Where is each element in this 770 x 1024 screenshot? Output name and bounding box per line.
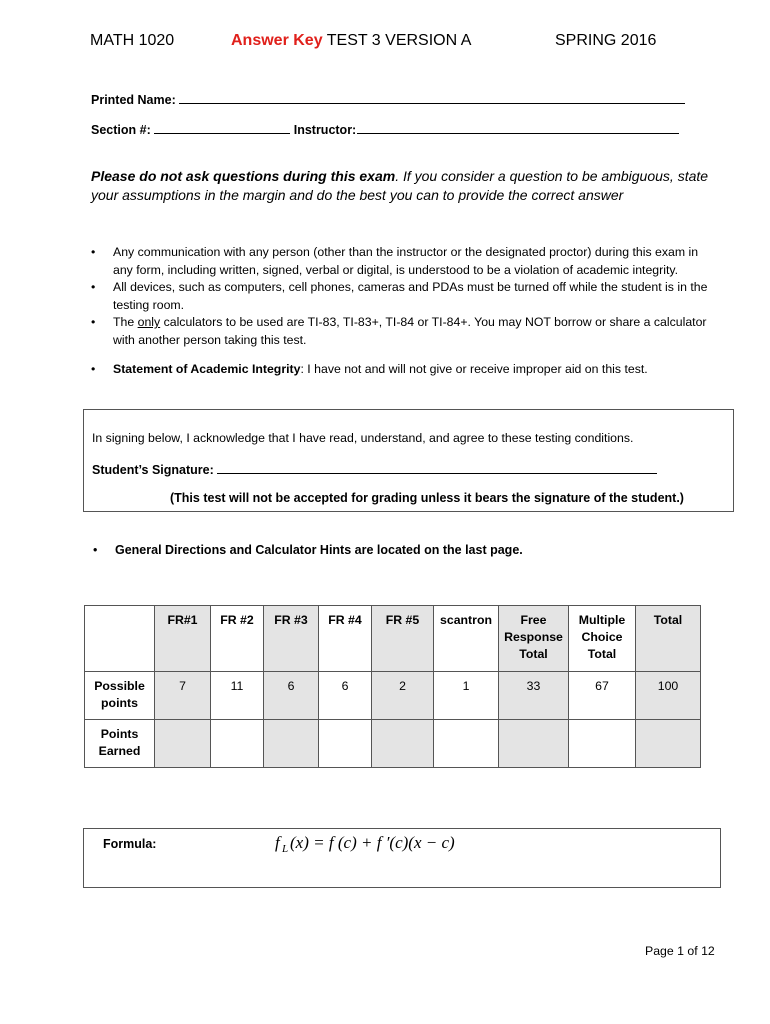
earned-fr1-cell[interactable]	[155, 720, 211, 768]
header-multiple-choice-total: Multiple Choice Total	[569, 606, 636, 672]
printed-name-label: Printed Name:	[91, 93, 176, 107]
rule-calculator-pre: The	[113, 315, 138, 329]
list-item	[88, 314, 708, 349]
section-row	[91, 121, 679, 137]
score-table	[84, 605, 701, 768]
formula-box	[83, 828, 721, 888]
rule-calculator-post: calculators to be used are TI-83, TI-83+, TI-84 or TI-84+. You may NOT borrow or share a calculator with another person taking this test.	[113, 315, 707, 347]
rule-communication: Any communication with any person (other than the instructor or the designated proctor) during this exam in any form, including written, signed, verbal or digital, is understood to be a violation of academic integrity.	[113, 245, 699, 277]
possible-total: 100	[636, 672, 701, 720]
possible-fr1: 7	[155, 672, 211, 720]
signature-label: Student’s Signature:	[92, 463, 214, 477]
instructions-bold: Please do not ask questions during this exam	[91, 168, 396, 184]
formula-label: Formula:	[103, 837, 157, 851]
header-fr3: FR #3	[264, 606, 319, 672]
earned-fr3-cell[interactable]	[264, 720, 319, 768]
list-item	[88, 244, 708, 279]
rules-list	[88, 244, 708, 379]
bullet-icon: •	[91, 280, 96, 294]
course-code: MATH 1020	[90, 32, 175, 49]
bullet-icon: •	[91, 245, 96, 259]
list-item	[88, 279, 708, 314]
header-free-response-total: Free Response Total	[499, 606, 569, 672]
points-earned-label: Points Earned	[85, 720, 155, 768]
list-item	[88, 361, 708, 379]
integrity-text: : I have not and will not give or receive improper aid on this test.	[300, 362, 648, 376]
earned-fr2-cell[interactable]	[211, 720, 264, 768]
formula-expression	[275, 832, 475, 861]
section-line[interactable]	[154, 121, 290, 134]
rule-calculator-only: only	[137, 315, 161, 329]
header-total: Total	[636, 606, 701, 672]
svg-text:(x) = f (c) + f ′(c)(x − c): (x) = f (c) + f ′(c)(x − c)	[290, 833, 455, 852]
possible-points-label: Possible points	[85, 672, 155, 720]
formula-graphic	[275, 832, 475, 856]
rule-devices: All devices, such as computers, cell phones, cameras and PDAs must be turned off while the student is in the testing room.	[113, 280, 708, 312]
printed-name-row	[91, 91, 685, 107]
possible-free-response-total: 33	[499, 672, 569, 720]
bullet-icon: •	[91, 362, 96, 376]
instructor-label: Instructor:	[293, 123, 357, 137]
signature-row	[92, 461, 657, 477]
section-label: Section #:	[91, 123, 151, 137]
svg-text:f: f	[275, 833, 280, 852]
svg-text:L: L	[282, 843, 289, 855]
page-number: Page 1 of 12	[645, 944, 715, 958]
earned-free-response-total-cell[interactable]	[499, 720, 569, 768]
test-version: TEST 3 VERSION A	[322, 32, 472, 49]
test-title	[231, 32, 471, 50]
table-row	[85, 606, 701, 672]
earned-scantron-cell[interactable]	[434, 720, 499, 768]
possible-fr3: 6	[264, 672, 319, 720]
header-fr2: FR #2	[211, 606, 264, 672]
table-corner-cell	[85, 606, 155, 672]
signature-note: (This test will not be accepted for grading unless it bears the signature of the student.)	[170, 491, 684, 505]
possible-fr2: 11	[211, 672, 264, 720]
signature-line[interactable]	[217, 461, 657, 474]
possible-multiple-choice-total: 67	[569, 672, 636, 720]
instructions	[91, 167, 721, 205]
table-row	[85, 720, 701, 768]
possible-fr5: 2	[372, 672, 434, 720]
possible-fr4: 6	[319, 672, 372, 720]
earned-fr4-cell[interactable]	[319, 720, 372, 768]
signature-box	[83, 409, 734, 512]
table-row	[85, 672, 701, 720]
integrity-title: Statement of Academic Integrity	[113, 362, 301, 376]
instructions-rest: . If you consider a question to be ambiguous, state your assumptions in the margin and do the best you can to provide the correct answer	[91, 168, 709, 203]
printed-name-line[interactable]	[179, 91, 685, 104]
instructor-line[interactable]	[357, 121, 679, 134]
earned-multiple-choice-total-cell[interactable]	[569, 720, 636, 768]
possible-scantron: 1	[434, 672, 499, 720]
header-fr1: FR#1	[155, 606, 211, 672]
earned-fr5-cell[interactable]	[372, 720, 434, 768]
general-directions: General Directions and Calculator Hints are located on the last page.	[115, 543, 523, 557]
header-fr5: FR #5	[372, 606, 434, 672]
term: SPRING 2016	[555, 32, 657, 49]
header-scantron: scantron	[434, 606, 499, 672]
bullet-icon: •	[93, 543, 98, 557]
header-fr4: FR #4	[319, 606, 372, 672]
general-directions-row	[91, 543, 523, 557]
bullet-icon: •	[91, 315, 96, 329]
answer-key-label: Answer Key	[231, 32, 323, 49]
acknowledge-text: In signing below, I acknowledge that I have read, understand, and agree to these testing conditions.	[92, 431, 634, 445]
earned-total-cell[interactable]	[636, 720, 701, 768]
